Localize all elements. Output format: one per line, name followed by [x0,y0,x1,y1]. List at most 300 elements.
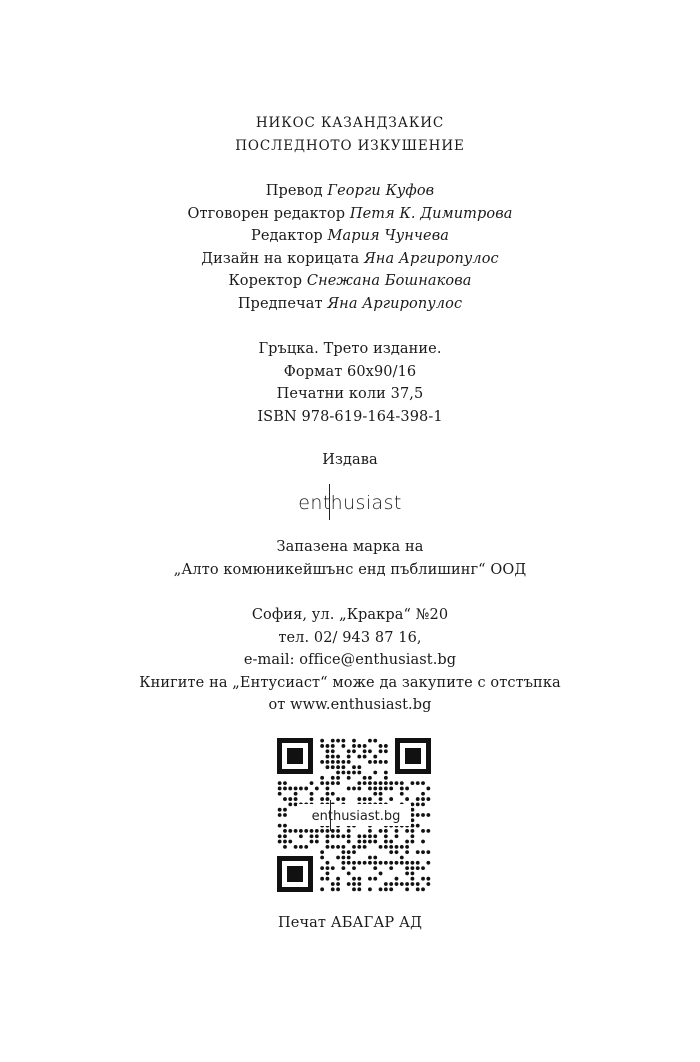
contact-phone: тел. 02/ 943 87 16, [278,629,422,646]
qr-module [389,850,393,854]
qr-module [416,866,420,870]
qr-module [336,834,340,838]
qr-module [352,877,356,881]
qr-module [373,856,377,860]
qr-module [304,829,308,833]
qr-module [411,834,415,838]
qr-module [336,771,340,775]
qr-module [288,840,292,844]
qr-module [363,797,367,801]
qr-module [405,872,409,876]
enthusiast-logo-icon [295,482,405,522]
qr-module [411,861,415,865]
qr-module [373,739,377,743]
qr-module [336,887,340,891]
qr-module [368,749,372,753]
qr-module [373,781,377,785]
qr-module [315,834,319,838]
qr-finder-top-right [395,738,431,774]
qr-module [368,877,372,881]
qr-module [310,829,314,833]
qr-module [368,797,372,801]
qr-module [426,882,430,886]
qr-module [326,797,330,801]
qr-module [326,781,330,785]
qr-code [277,738,431,892]
qr-module [331,829,335,833]
qr-module [326,787,330,791]
qr-module [421,866,425,870]
qr-module [294,797,298,801]
qr-module [357,840,361,844]
qr-module [421,850,425,854]
qr-module [341,861,345,865]
qr-module [347,850,351,854]
qr-module [373,834,377,838]
qr-module [373,792,377,796]
qr-module [278,840,282,844]
qr-module [331,845,335,849]
qr-module [326,765,330,769]
qr-module [368,834,372,838]
qr-module [278,792,282,796]
qr-module [336,877,340,881]
publisher-label-block [0,449,700,472]
qr-module [331,866,335,870]
qr-module [304,845,308,849]
credit-person: Яна Аргиропулос [363,250,499,267]
qr-module [294,829,298,833]
qr-module [411,824,415,828]
contact-info [0,604,700,717]
qr-module [363,840,367,844]
qr-module [352,882,356,886]
qr-module [299,787,303,791]
qr-module [389,882,393,886]
qr-module [379,760,383,764]
qr-module [352,866,356,870]
qr-module [341,739,345,743]
qr-module [341,797,345,801]
printer-text: Печат АБАГАР АД [278,915,422,931]
qr-module [426,829,430,833]
qr-module [336,781,340,785]
qr-module [326,845,330,849]
qr-module [278,813,282,817]
qr-module [411,802,415,806]
qr-module [416,781,420,785]
trademark-info [0,536,700,581]
book-title: ПОСЛЕДНОТО ИЗКУШЕНИЕ [235,137,465,154]
qr-module [426,850,430,854]
qr-module [294,792,298,796]
qr-module [320,797,324,801]
qr-module [384,861,388,865]
qr-module [400,856,404,860]
qr-module [347,755,351,759]
qr-module [341,845,345,849]
qr-module [357,861,361,865]
qr-module [373,877,377,881]
qr-module [400,787,404,791]
edition-info [0,338,700,428]
qr-module [363,861,367,865]
qr-module [336,882,340,886]
qr-module [283,845,287,849]
qr-module [326,755,330,759]
qr-module [384,840,388,844]
qr-module [347,760,351,764]
qr-module [395,877,399,881]
credit-role: Редактор [250,228,323,244]
qr-module [373,760,377,764]
qr-module [341,765,345,769]
qr-module [294,845,298,849]
qr-module [310,792,314,796]
qr-module [373,771,377,775]
qr-module [421,887,425,891]
publisher-logo [0,482,700,527]
qr-module [283,824,287,828]
qr-module [416,882,420,886]
qr-module [421,797,425,801]
qr-module [278,824,282,828]
qr-module [373,866,377,870]
qr-module [347,834,351,838]
qr-module [363,749,367,753]
qr-module [347,829,351,833]
qr-module [384,744,388,748]
edition-sheets: Печатни коли 37,5 [276,386,424,402]
qr-module [389,861,393,865]
qr-module [405,829,409,833]
qr-module [411,840,415,844]
qr-module [357,877,361,881]
qr-label: enthusiast.bg [311,809,401,824]
qr-code-icon [277,738,431,892]
qr-module [331,882,335,886]
qr-module [400,882,404,886]
qr-module [326,872,330,876]
credit-person: Яна Аргиропулос [327,295,463,312]
qr-module [357,845,361,849]
qr-module [384,781,388,785]
trademark-line1: Запазена марка на [276,539,424,555]
qr-module [347,872,351,876]
qr-module [336,829,340,833]
edition-format: Формат 60x90/16 [283,363,417,380]
qr-module [421,802,425,806]
qr-module [379,792,383,796]
qr-module [389,787,393,791]
qr-module [347,861,351,865]
qr-module [304,787,308,791]
qr-module [373,755,377,759]
qr-module [336,765,340,769]
qr-module [326,749,330,753]
qr-module [326,834,330,838]
qr-module [283,787,287,791]
qr-module [336,856,340,860]
qr-module [288,797,292,801]
qr-module [389,781,393,785]
qr-module [352,744,356,748]
qr-module [426,813,430,817]
qr-module [352,771,356,775]
qr-module [283,797,287,801]
qr-module [341,771,345,775]
qr-module [278,834,282,838]
qr-module [326,861,330,865]
qr-module [331,744,335,748]
qr-module [368,840,372,844]
qr-module [426,787,430,791]
qr-module [283,808,287,812]
qr-module [395,850,399,854]
qr-module [384,834,388,838]
qr-module [368,856,372,860]
credit-role: Предпечат [237,295,323,312]
qr-module [326,829,330,833]
qr-module [352,850,356,854]
qr-module [331,834,335,838]
qr-module [363,755,367,759]
qr-module [352,861,356,865]
credit-role: Отговорен редактор [187,205,346,222]
qr-module [405,850,409,854]
qr-module [357,765,361,769]
qr-module [363,744,367,748]
qr-module [405,787,409,791]
qr-module [379,872,383,876]
qr-module [405,861,409,865]
qr-module [320,781,324,785]
edition-isbn: ISBN 978-619-164-398-1 [257,408,443,425]
qr-module [389,845,393,849]
qr-module [336,755,340,759]
credit-editor [0,225,700,248]
qr-module [416,797,420,801]
qr-module [379,744,383,748]
credit-proofreader [0,270,700,293]
qr-module [341,850,345,854]
author-name: НИКОС КАЗАНДЗАКИС [255,115,445,131]
qr-module [416,813,420,817]
qr-module [416,850,420,854]
qr-module [357,787,361,791]
qr-module [341,856,345,860]
qr-module [357,887,361,891]
qr-module [368,760,372,764]
qr-module [320,856,324,860]
qr-module [347,749,351,753]
qr-module [315,840,319,844]
qr-module [331,887,335,891]
qr-module [411,813,415,817]
qr-module [331,739,335,743]
qr-module [421,877,425,881]
qr-module [405,845,409,849]
qr-module [363,776,367,780]
qr-module [421,813,425,817]
qr-module [368,787,372,791]
qr-module [326,840,330,844]
qr-module [384,776,388,780]
qr-module [389,797,393,801]
qr-module [283,813,287,817]
qr-module [368,887,372,891]
qr-module [426,797,430,801]
qr-module [357,882,361,886]
qr-module [320,877,324,881]
qr-module [315,829,319,833]
qr-module [347,771,351,775]
qr-module [331,749,335,753]
qr-module [400,792,404,796]
qr-module [331,781,335,785]
credit-person: Мария Чунчева [327,228,449,244]
qr-module [278,781,282,785]
qr-module [400,861,404,865]
qr-module [426,877,430,881]
credit-person: Георги Куфов [327,183,435,199]
qr-module [326,744,330,748]
qr-module [320,850,324,854]
qr-module [405,866,409,870]
contact-website: от www.enthusiast.bg [268,697,432,713]
qr-module [352,845,356,849]
qr-module [379,797,383,801]
credit-translator [0,180,700,203]
qr-module [389,840,393,844]
qr-module [373,787,377,791]
qr-module [315,787,319,791]
qr-module [384,787,388,791]
qr-module [336,776,340,780]
qr-module [336,797,340,801]
qr-module [310,781,314,785]
qr-module [310,834,314,838]
qr-module [331,765,335,769]
qr-module [400,845,404,849]
qr-module [283,840,287,844]
qr-module [310,840,314,844]
qr-module [384,882,388,886]
qr-module [421,792,425,796]
qr-module [384,749,388,753]
qr-module [352,739,356,743]
qr-module [379,829,383,833]
qr-module [416,887,420,891]
qr-module [379,749,383,753]
qr-module [384,760,388,764]
qr-module [341,760,345,764]
qr-module [352,787,356,791]
qr-module [320,760,324,764]
qr-finder-top-left [277,738,313,774]
qr-module [416,802,420,806]
credit-role: Дизайн на корицата [201,250,360,267]
qr-module [395,834,399,838]
qr-module [357,744,361,748]
qr-module [299,834,303,838]
qr-module [320,829,324,833]
qr-module [379,845,383,849]
qr-module [411,877,415,881]
qr-module [347,776,351,780]
qr-module [368,739,372,743]
qr-module [405,840,409,844]
qr-module [357,781,361,785]
qr-module [389,866,393,870]
qr-module [426,861,430,865]
qr-module [326,866,330,870]
qr-module [416,861,420,865]
qr-module [326,877,330,881]
qr-module [341,834,345,838]
qr-module [347,787,351,791]
credit-role: Превод [265,183,323,199]
qr-module [283,829,287,833]
qr-module [299,845,303,849]
contact-discount: Книгите на „Ентусиаст“ може да закупите с отстъпка [139,674,561,691]
edition-origin: Гръцка. Трето издание. [258,341,442,357]
qr-module [357,834,361,838]
qr-module [411,829,415,833]
qr-module [421,781,425,785]
publisher-label: Издава [322,452,378,468]
qr-module [341,744,345,748]
qr-module [405,882,409,886]
qr-module [326,792,330,796]
contact-email: e-mail: office@enthusiast.bg [243,652,457,668]
printer-info [0,912,700,935]
qr-module [389,887,393,891]
qr-module [379,781,383,785]
qr-module [331,792,335,796]
qr-module [368,861,372,865]
qr-module [288,829,292,833]
credit-person: Петя К. Димитрова [349,205,513,222]
credit-role: Коректор [228,273,303,289]
qr-module [320,744,324,748]
qr-module [357,797,361,801]
qr-module [416,824,420,828]
qr-module [405,797,409,801]
qr-module [384,887,388,891]
qr-module [320,739,324,743]
qr-module [411,872,415,876]
qr-module [384,845,388,849]
qr-module [379,787,383,791]
contact-address: София, ул. „Кракра“ №20 [251,607,449,623]
qr-module [368,829,372,833]
qr-module [336,845,340,849]
qr-module [347,882,351,886]
qr-module [357,771,361,775]
qr-module [373,840,377,844]
qr-module [411,781,415,785]
qr-module [331,755,335,759]
qr-module [411,866,415,870]
qr-module [336,760,340,764]
qr-module [288,787,292,791]
qr-module [411,818,415,822]
qr-module [384,829,388,833]
qr-module [352,765,356,769]
qr-module [336,739,340,743]
qr-module [299,829,303,833]
